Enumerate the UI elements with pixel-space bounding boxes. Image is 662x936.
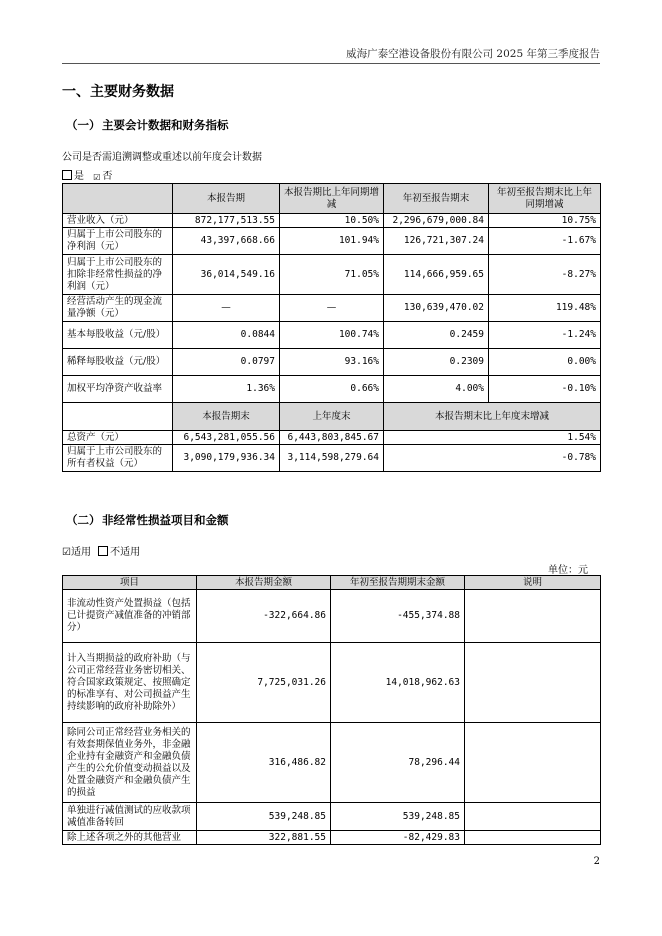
cell-value: 36,014,549.16	[173, 255, 280, 295]
row-label: 归属于上市公司股东的净利润（元）	[63, 228, 173, 255]
row-label: 营业收入（元）	[63, 214, 173, 228]
row-label: 加权平均净资产收益率	[63, 376, 173, 403]
table-row	[63, 431, 601, 445]
table-header-row	[63, 184, 601, 214]
document-header: 威海广泰空港设备股份有限公司 2025 年第三季度报告	[346, 48, 600, 60]
cell-value: -0.78%	[384, 445, 601, 472]
applicability-options	[62, 543, 140, 558]
row-label: 基本每股收益（元/股）	[63, 322, 173, 349]
restatement-options	[62, 167, 112, 182]
cell-value: 539,248.85	[331, 803, 465, 831]
cell-value: 2,296,679,000.84	[384, 214, 489, 228]
subsection-title-2	[66, 512, 229, 528]
table-row	[63, 295, 601, 322]
option-no-label: 否	[102, 171, 113, 182]
unit-label: 单位：元	[548, 565, 588, 576]
option-apply-label: 适用	[70, 547, 91, 558]
cell-value: 119.48%	[489, 295, 601, 322]
table-row	[63, 723, 601, 803]
cell-value: 78,296.44	[331, 723, 465, 803]
checkbox-no-checked[interactable]: ☑	[93, 173, 101, 182]
cell-value: 6,543,281,055.56	[173, 431, 280, 445]
cell-value: 322,881.55	[197, 831, 331, 845]
cell-value: 316,486.82	[197, 723, 331, 803]
cell-note	[465, 590, 601, 643]
row-label: 稀释每股收益（元/股）	[63, 349, 173, 376]
cell-value: 126,721,307.24	[384, 228, 489, 255]
table-row	[63, 322, 601, 349]
header-cell	[63, 184, 173, 214]
cell-value: 10.50%	[280, 214, 384, 228]
row-label: 除上述各项之外的其他营业	[63, 831, 197, 845]
header-cell: 本报告期比上年同期增减	[280, 184, 384, 214]
header-cell: 本报告期	[173, 184, 280, 214]
cell-note	[465, 803, 601, 831]
subsection-heading: 非经常性损益项目和金额	[102, 513, 229, 527]
cell-value: -322,664.86	[197, 590, 331, 643]
header-cell: 上年度末	[280, 403, 384, 431]
cell-value: —	[173, 295, 280, 322]
option-not-apply-label: 不适用	[110, 547, 141, 558]
subsection-number: （一）	[66, 118, 101, 132]
cell-value: -1.24%	[489, 322, 601, 349]
header-cell: 本报告期末比上年度末增减	[384, 403, 601, 431]
row-label: 总资产（元）	[63, 431, 173, 445]
page-number: 2	[593, 856, 600, 867]
cell-value: 6,443,803,845.67	[280, 431, 384, 445]
cell-value: -82,429.83	[331, 831, 465, 845]
cell-value: 114,666,959.65	[384, 255, 489, 295]
row-label: 经营活动产生的现金流量净额（元）	[63, 295, 173, 322]
table-row	[63, 255, 601, 295]
row-label: 非流动性资产处置损益（包括已计提资产减值准备的冲销部分）	[63, 590, 197, 643]
cell-value: 0.2459	[384, 322, 489, 349]
table-row	[63, 445, 601, 472]
option-yes-label: 是	[74, 171, 84, 182]
row-label: 单独进行减值测试的应收款项减值准备转回	[63, 803, 197, 831]
cell-value: 0.66%	[280, 376, 384, 403]
header-cell: 项目	[63, 576, 197, 590]
cell-value: 71.05%	[280, 255, 384, 295]
table-row	[63, 214, 601, 228]
cell-note	[465, 831, 601, 845]
cell-value: 43,397,668.66	[173, 228, 280, 255]
cell-value: -455,374.88	[331, 590, 465, 643]
cell-value: 0.2309	[384, 349, 489, 376]
cell-value: 3,114,598,279.64	[280, 445, 384, 472]
table-row	[63, 831, 601, 845]
restatement-question: 公司是否需追溯调整或重述以前年度会计数据	[62, 152, 262, 163]
table-row	[63, 349, 601, 376]
header-cell: 本报告期金额	[197, 576, 331, 590]
cell-value: 539,248.85	[197, 803, 331, 831]
cell-value: -8.27%	[489, 255, 601, 295]
checkbox-not-apply[interactable]	[98, 546, 108, 556]
table-subheader-row	[63, 403, 601, 431]
section-title: 一、主要财务数据	[62, 84, 174, 100]
table-row	[63, 590, 601, 643]
cell-value: 4.00%	[384, 376, 489, 403]
cell-value: 1.36%	[173, 376, 280, 403]
row-label: 归属于上市公司股东的扣除非经常性损益的净利润（元）	[63, 255, 173, 295]
header-cell: 年初至报告期期末金额	[331, 576, 465, 590]
cell-value: -0.10%	[489, 376, 601, 403]
header-divider	[62, 63, 600, 64]
header-cell: 年初至报告期末	[384, 184, 489, 214]
financial-data-table	[62, 183, 601, 472]
cell-value: 0.0844	[173, 322, 280, 349]
header-cell	[63, 403, 173, 431]
cell-value: —	[280, 295, 384, 322]
checkbox-apply-checked[interactable]: ☑	[62, 547, 71, 558]
table-row	[63, 803, 601, 831]
cell-value: 0.0797	[173, 349, 280, 376]
subsection-heading: 主要会计数据和财务指标	[102, 118, 229, 132]
cell-value: 7,725,031.26	[197, 643, 331, 723]
subsection-title-1	[66, 117, 229, 133]
row-label: 归属于上市公司股东的所有者权益（元）	[63, 445, 173, 472]
cell-value: 101.94%	[280, 228, 384, 255]
table-row	[63, 376, 601, 403]
checkbox-yes[interactable]	[62, 170, 72, 180]
header-cell: 年初至报告期末比上年同期增减	[489, 184, 601, 214]
cell-value: 93.16%	[280, 349, 384, 376]
header-cell: 本报告期末	[173, 403, 280, 431]
table-row	[63, 643, 601, 723]
cell-value: 130,639,470.02	[384, 295, 489, 322]
cell-value: 872,177,513.55	[173, 214, 280, 228]
cell-value: 10.75%	[489, 214, 601, 228]
non-recurring-table	[62, 575, 601, 845]
table-row	[63, 228, 601, 255]
cell-value: 14,018,962.63	[331, 643, 465, 723]
cell-note	[465, 643, 601, 723]
row-label: 除同公司正常经营业务相关的有效套期保值业务外，非金融企业持有金融资产和金融负债产生的公允价值变动损益以及处置金融资产和金融负债产生的损益	[63, 723, 197, 803]
cell-value: -1.67%	[489, 228, 601, 255]
header-cell: 说明	[465, 576, 601, 590]
cell-value: 1.54%	[384, 431, 601, 445]
cell-value: 100.74%	[280, 322, 384, 349]
cell-value: 3,090,179,936.34	[173, 445, 280, 472]
cell-value: 0.00%	[489, 349, 601, 376]
subsection-number: （二）	[66, 513, 101, 527]
cell-note	[465, 723, 601, 803]
table-header-row	[63, 576, 601, 590]
row-label: 计入当期损益的政府补助（与公司正常经营业务密切相关、符合国家政策规定、按照确定的标准享有、对公司损益产生持续影响的政府补助除外）	[63, 643, 197, 723]
